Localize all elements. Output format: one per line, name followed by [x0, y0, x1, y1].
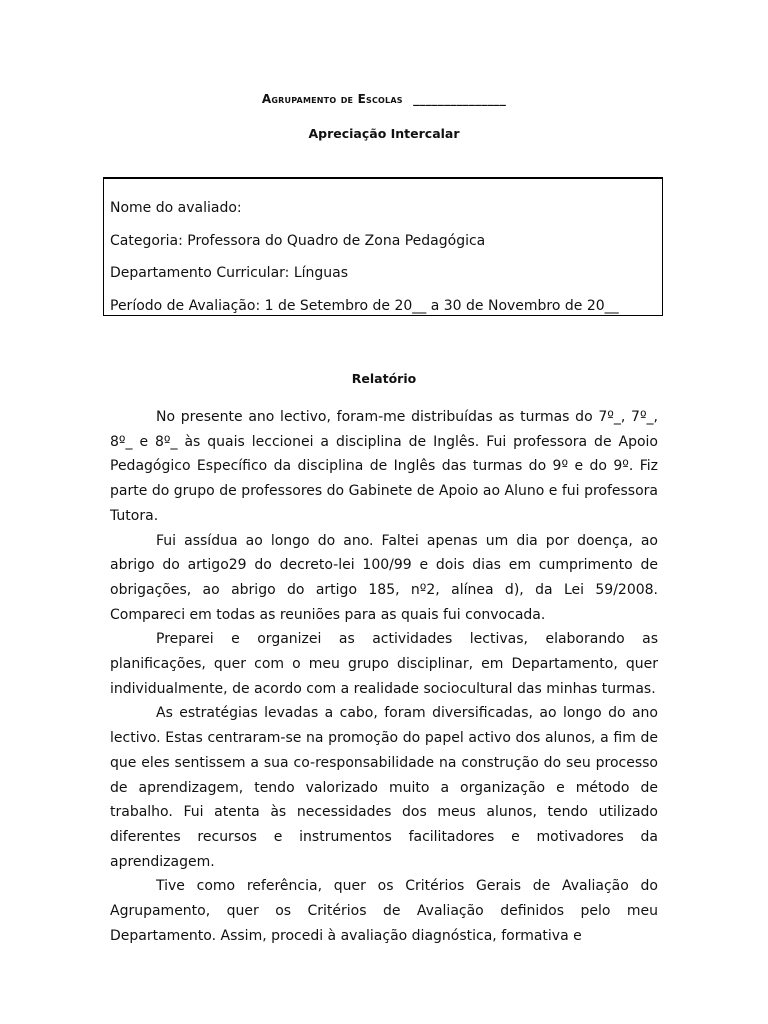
report-body	[110, 405, 658, 948]
report-paragraph: Fui assídua ao longo do ano. Faltei apenas um dia por doença, ao abrigo do artigo29 do decreto-lei 100/99 e dois dias em cumprimento de obrigações, ao abrigo do artigo 185, nº2, alínea d), da Lei 59/2008. Compareci em todas as reuniões para as quais fui convocada.	[110, 532, 658, 623]
school-name-label: Agrupamento de Escolas	[261, 92, 403, 106]
evaluee-category: Categoria: Professora do Quadro de Zona Pedagógica	[110, 233, 486, 249]
evaluee-info-box	[103, 177, 663, 316]
document-title: Apreciação Intercalar	[308, 126, 460, 141]
school-name-blank: _______________	[413, 92, 507, 106]
report-paragraph: Tive como referência, quer os Critérios Gerais de Avaliação do Agrupamento, quer os Critérios de Avaliação definidos pelo meu Departamento. Assim, procedi à avaliação diagnóstica, formativa e	[110, 878, 658, 944]
evaluee-department: Departamento Curricular: Línguas	[110, 265, 349, 281]
report-title: Relatório	[351, 371, 417, 386]
report-paragraph: No presente ano lectivo, foram-me distribuídas as turmas do 7º_, 7º_, 8º_ e 8º_ às quais leccionei a disciplina de Inglês. Fui professora de Apoio Pedagógico Específico da disciplina de Inglês das turmas do 9º e do 9º. Fiz parte do grupo de professores do Gabinete de Apoio ao Aluno e fui professora Tutora.	[110, 409, 658, 524]
evaluee-name: Nome do avaliado:	[110, 200, 242, 216]
school-header	[0, 92, 768, 106]
evaluation-period: Período de Avaliação: 1 de Setembro de 20__ a 30 de Novembro de 20__	[110, 298, 619, 314]
report-paragraph: As estratégias levadas a cabo, foram diversificadas, ao longo do ano lectivo. Estas centraram-se na promoção do papel activo dos alunos, a fim de que eles sentissem a sua co-responsabilidade na construção do seu processo de aprendizagem, tendo valorizado muito a organização e método de trabalho. Fui atenta às necessidades dos meus alunos, tendo utilizado diferentes recursos e instrumentos facilitadores e motivadores da aprendizagem.	[110, 705, 658, 870]
report-paragraph: Preparei e organizei as actividades lectivas, elaborando as planificações, quer com o meu grupo disciplinar, em Departamento, quer individualmente, de acordo com a realidade sociocultural das minhas turmas.	[110, 631, 658, 697]
